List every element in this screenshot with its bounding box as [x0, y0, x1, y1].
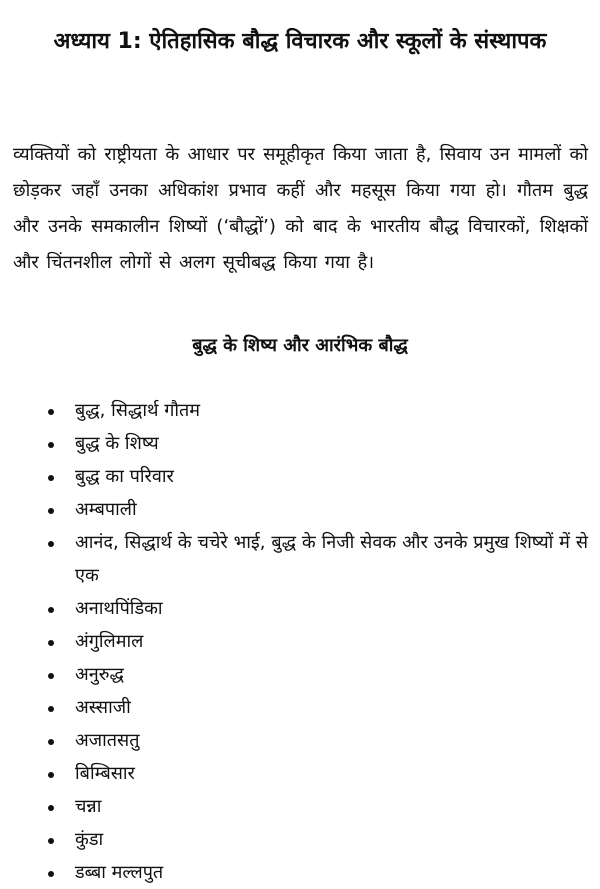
- list-item: बुद्ध के शिष्य: [75, 427, 588, 460]
- list-item: चन्ना: [75, 790, 588, 823]
- section-heading: बुद्ध के शिष्य और आरंभिक बौद्ध: [192, 335, 408, 356]
- list-item: बुद्ध, सिद्धार्थ गौतम: [75, 394, 588, 427]
- disciples-list: [0, 394, 588, 889]
- list-item: कुंडा: [75, 823, 588, 856]
- list-item: अंगुलिमाल: [75, 625, 588, 658]
- chapter-title: अध्याय 1: ऐतिहासिक बौद्ध विचारक और स्कूलों के संस्थापक: [53, 29, 547, 54]
- list-item: अजातसतु: [75, 724, 588, 757]
- intro-paragraph: व्यक्तियों को राष्ट्रीयता के आधार पर समूहीकृत किया जाता है, सिवाय उन मामलों को छोड़कर जहाँ उनका अधिकांश प्रभाव कहीं और महसूस किया गया हो। गौतम बुद्ध और उनके समकालीन शिष्यों (‘बौद्धों’) को बाद के भारतीय बौद्ध विचारकों, शिक्षकों और चिंतनशील लोगों से अलग सूचीबद्ध किया गया है।: [13, 144, 588, 273]
- list-item: बिम्बिसार: [75, 757, 588, 790]
- list-item: आनंद, सिद्धार्थ के चचेरे भाई, बुद्ध के निजी सेवक और उनके प्रमुख शिष्यों में से एक: [75, 526, 588, 592]
- list-item: डब्बा मल्लपुत: [75, 856, 588, 889]
- list-item: बुद्ध का परिवार: [75, 460, 588, 493]
- list-item: अनुरुद्ध: [75, 658, 588, 691]
- list-item: अनाथपिंडिका: [75, 592, 588, 625]
- list-item: अस्साजी: [75, 691, 588, 724]
- list-item: अम्बपाली: [75, 493, 588, 526]
